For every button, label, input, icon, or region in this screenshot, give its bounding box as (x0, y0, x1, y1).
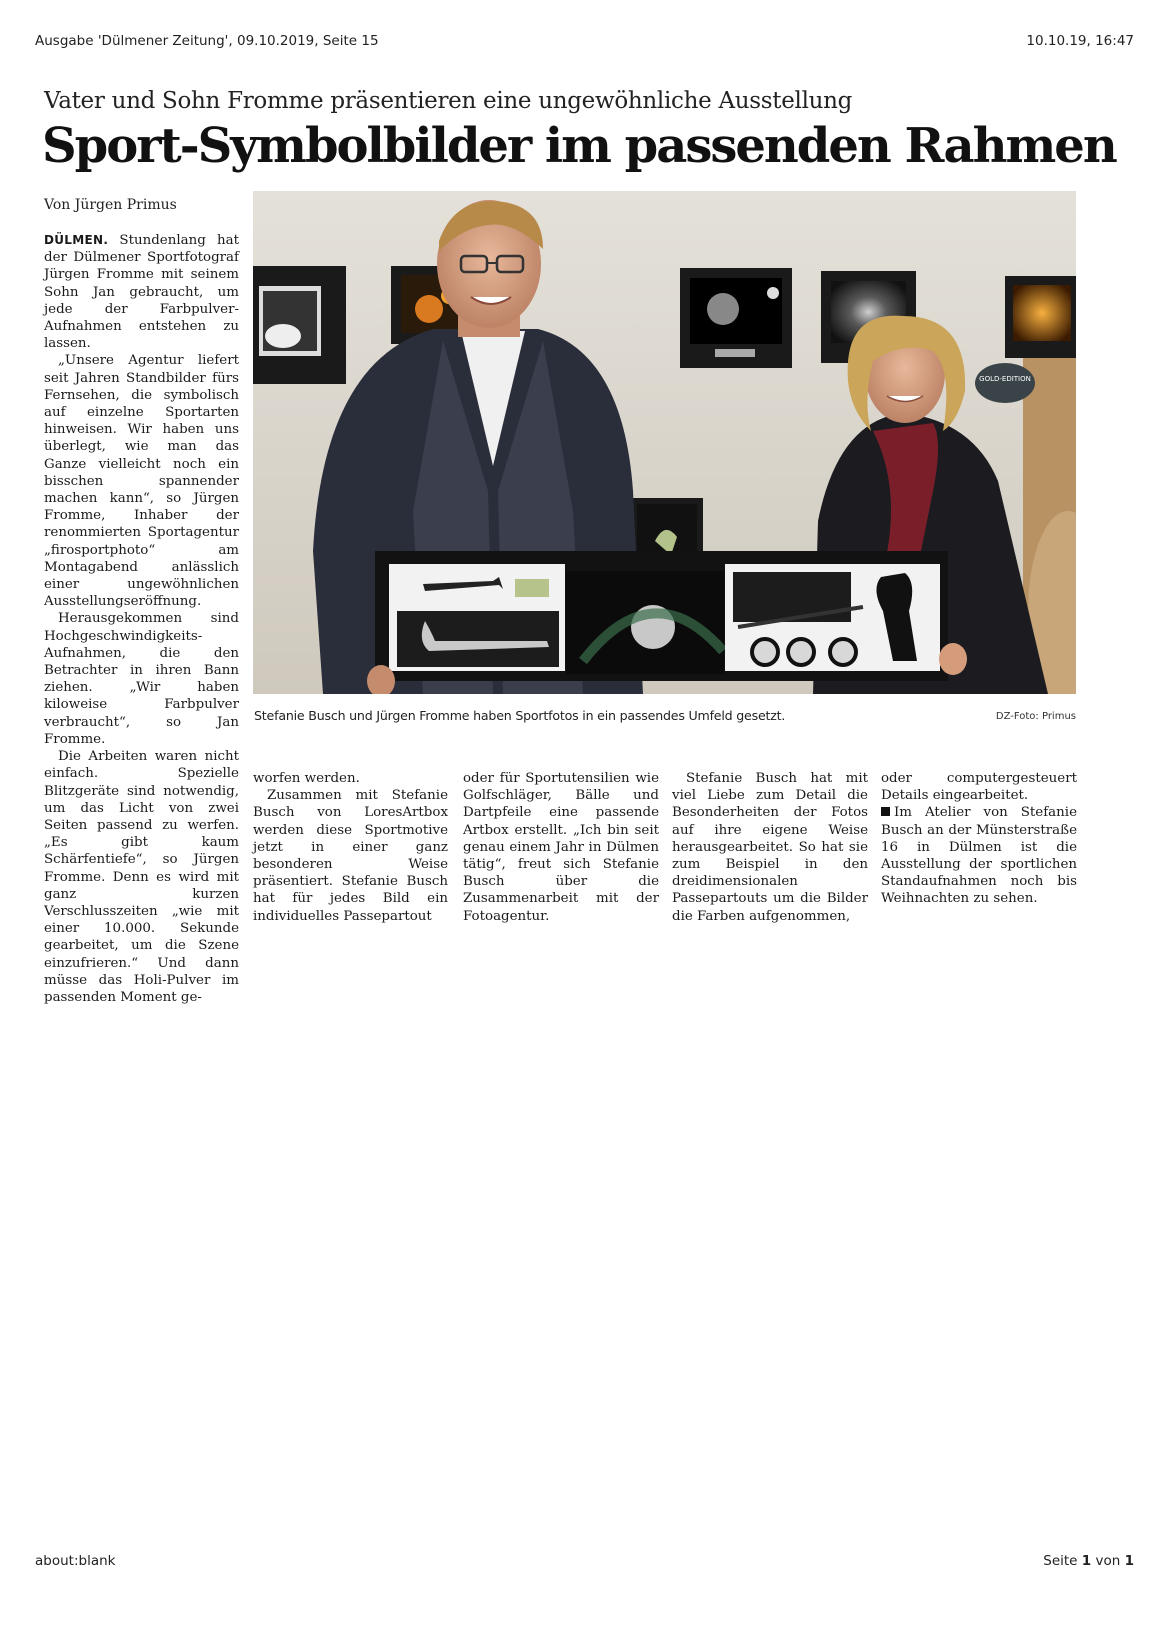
artbox-frame (375, 551, 948, 681)
article-paragraph (881, 804, 1077, 907)
article-column-2 (253, 770, 448, 925)
article-headline: Sport-Symbolbilder im passenden Rahmen (42, 118, 1116, 174)
article-paragraph: Die Arbeiten waren nicht einfach. Spezielle Blitzgeräte sind notwendig, um das Licht von zwei Seiten passend zu werfen. „Es gibt kaum Schärfentiefe“, so Jürgen Fromme. Denn es wird mit ganz kurzen Verschlusszeiten „wie mit einer 10.000. Sekunde gearbeitet, um die Szene einzufrieren.“ Und dann müsse das Holi-Pulver im passenden Moment ge- (44, 749, 239, 1005)
print-header-right: 10.10.19, 16:47 (1026, 33, 1134, 49)
dateline: DÜLMEN. (44, 233, 109, 247)
article-column-5 (881, 770, 1077, 908)
article-paragraph: „Unsere Agentur liefert seit Jahren Standbilder fürs Fernsehen, die symbolisch auf einzelne Sportarten hinweisen. Wir haben uns überlegt, wie man das Ganze vielleicht noch ein bisschen spannender machen kann“, so Jürgen Fromme, Inhaber der renommierten Sportagentur „firosportphoto“ am Montagabend anlässlich einer ungewöhnlichen Ausstellungseröffnung. (44, 353, 239, 610)
article-paragraph: Stefanie Busch hat mit viel Liebe zum Detail die Besonderheiten der Fotos auf ihre eigene Weise herausgearbeitet. So hat sie zum Beispiel in den dreidimensionalen Passepartouts um die Bilder die Farben aufgenommen, (672, 771, 868, 924)
wall-frame-5 (1005, 276, 1076, 358)
print-footer-right (1043, 1553, 1134, 1569)
footer-page-number: 1 (1081, 1553, 1092, 1569)
article-byline: Von Jürgen Primus (44, 197, 177, 213)
article-photo (253, 191, 1076, 694)
photo-caption: Stefanie Busch und Jürgen Fromme haben Sportfotos in ein passendes Umfeld gesetzt. (254, 708, 786, 723)
article-paragraph: oder computergesteuert Details eingearbeitet. (881, 771, 1077, 804)
sign-text: GOLD-EDITION (979, 375, 1031, 383)
bullet-square-icon (881, 807, 890, 816)
print-header-left: Ausgabe 'Dülmener Zeitung', 09.10.2019, Seite 15 (35, 33, 379, 49)
photo-illustration (253, 191, 1076, 694)
paragraph-text: Stundenlang hat der Dülmener Sportfotograf Jürgen Fromme mit seinem Sohn Jan gebraucht, um jede der Farbpulver-Aufnahmen entstehen zu lassen. (44, 233, 239, 352)
article-paragraph: worfen werden. (253, 771, 360, 786)
footer-page-mid: von (1091, 1553, 1125, 1569)
article-paragraph: Herausgekommen sind Hochgeschwindigkeits-Aufnahmen, die den Betrachter in ihren Bann ziehen. „Wir haben kiloweise Farbpulver verbraucht“, so Jan Fromme. (44, 611, 239, 747)
article-paragraph (44, 232, 239, 352)
print-footer-left: about:blank (35, 1553, 116, 1569)
gold-edition-sign (975, 363, 1035, 403)
article-column-3 (463, 770, 659, 925)
photo-credit: DZ-Foto: Primus (995, 711, 1076, 722)
footer-page-total: 1 (1124, 1553, 1134, 1569)
article-column-4 (672, 770, 868, 925)
article-column-1 (44, 232, 239, 1006)
article-paragraph: oder für Sportutensilien wie Golfschläger, Bälle und Dartpfeile eine passende Artbox erstellt. „Ich bin seit genau einem Jahr in Dülmen tätig“, freut sich Stefanie Busch über die Zusammenarbeit mit der Fotoagentur. (463, 771, 659, 924)
wall-frame-3 (680, 268, 792, 368)
footer-page-prefix: Seite (1043, 1553, 1082, 1569)
article-kicker: Vater und Sohn Fromme präsentieren eine ungewöhnliche Ausstellung (44, 88, 853, 114)
paragraph-text: Im Atelier von Stefanie Busch an der Münsterstraße 16 in Dülmen ist die Ausstellung der sportlichen Standaufnahmen noch bis Weihnachten zu sehen. (881, 805, 1077, 907)
article-paragraph: Zusammen mit Stefanie Busch von LoresArtbox werden diese Sportmotive jetzt in einer ganz besonderen Weise präsentiert. Stefanie Busch hat für jedes Bild ein individuelles Passepartout (253, 788, 448, 924)
wall-frame-1 (253, 266, 346, 384)
